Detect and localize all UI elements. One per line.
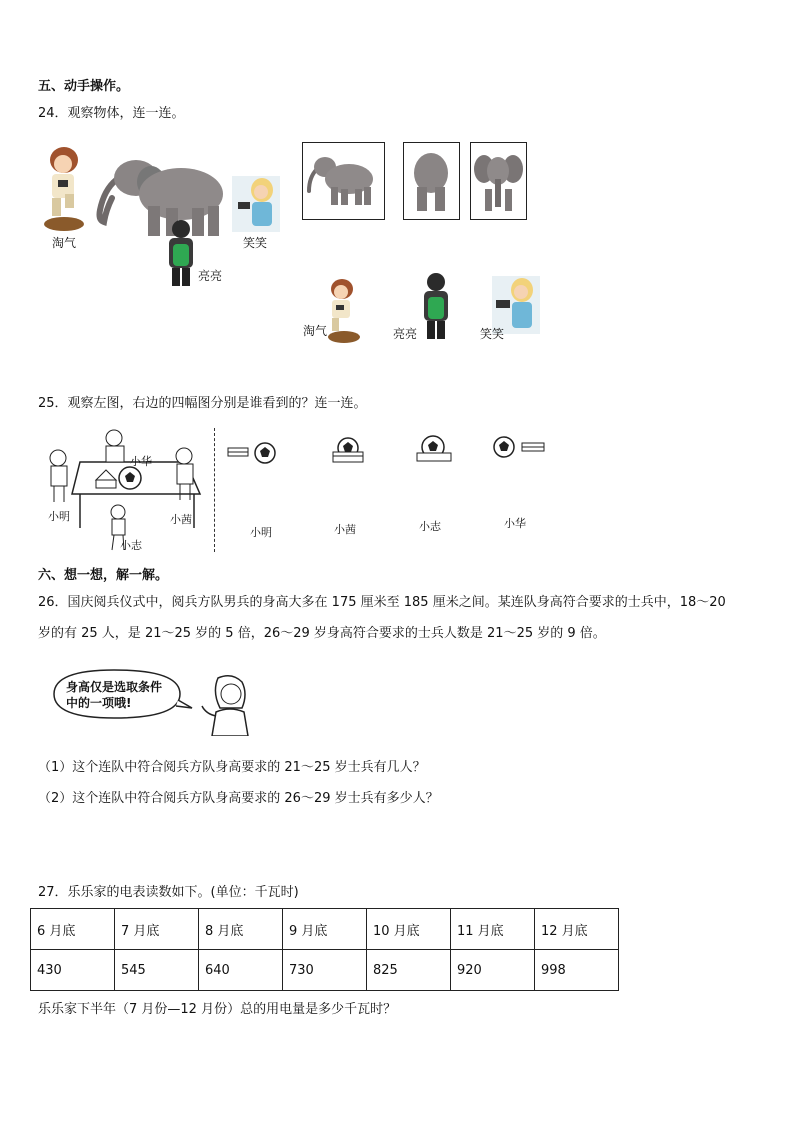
girl-xiaoxiao-illustration — [232, 176, 280, 232]
q27-question: 乐乐家下半年（7 月份—12 月份）总的用电量是多少千瓦时？ — [38, 1002, 397, 1017]
section-6-heading: 六、想一想，解一解。 — [38, 568, 169, 583]
elephant-side-view-icon — [303, 143, 384, 219]
view-ball-then-box-icon — [492, 435, 548, 461]
label-taoqi: 淘气 — [52, 236, 77, 250]
view-label-1: 小明 — [250, 526, 272, 539]
view-box-front — [470, 142, 527, 220]
q25-prompt: 25．观察左图，右边的四幅图分别是谁看到的？连一连。 — [38, 396, 367, 411]
table-header-cell: 6 月底 — [31, 909, 115, 950]
view-label-3: 小志 — [419, 520, 441, 533]
label-xiaoxiao: 笑笑 — [243, 236, 268, 250]
section-5-heading: 五、动手操作。 — [38, 79, 130, 94]
bubble-text-1: 身高仅是选取条件 — [66, 680, 163, 694]
q26-sub-1: （1）这个连队中符合阅兵方队身高要求的 21～25 岁士兵有几人？ — [38, 760, 426, 775]
view-box-back — [403, 142, 460, 220]
table-scene-illustration — [44, 428, 210, 554]
bubble-text-2: 中的一项哦! — [66, 696, 132, 710]
girl-taoqi-illustration — [38, 144, 88, 234]
view-ball-on-box-icon — [416, 435, 454, 465]
table-cell: 430 — [31, 950, 115, 991]
table-cell: 545 — [115, 950, 199, 991]
view-label-4: 小华 — [504, 517, 526, 530]
teacher-illustration — [198, 672, 256, 736]
elephant-illustration — [96, 150, 226, 238]
table-cell: 640 — [199, 950, 283, 991]
label-xiaohua: 小华 — [130, 455, 152, 468]
view-box-side — [302, 142, 385, 220]
q26-line-1: 26．国庆阅兵仪式中，阅兵方队男兵的身高大多在 175 厘米至 185 厘米之间。某连队身高符合要求的士兵中，18～20 — [38, 595, 726, 610]
table-header-row — [31, 909, 619, 950]
label-xiaoqian: 小茜 — [170, 513, 192, 526]
table-cell: 920 — [451, 950, 535, 991]
view-ball-behind-box-icon — [331, 437, 365, 465]
table-row — [31, 950, 619, 991]
boy-liangliang-small-illustration — [421, 271, 451, 341]
label-xiaozhi: 小志 — [120, 539, 142, 552]
elephant-front-view-icon — [471, 143, 526, 219]
table-header-cell: 7 月底 — [115, 909, 199, 950]
q27-prompt: 27．乐乐家的电表读数如下。(单位：千瓦时) — [38, 885, 299, 900]
table-header-cell: 8 月底 — [199, 909, 283, 950]
label-taoqi-bottom: 淘气 — [303, 324, 328, 338]
label-xiaoxiao-bottom: 笑笑 — [480, 327, 505, 341]
label-xiaoming: 小明 — [48, 510, 70, 523]
label-liangliang: 亮亮 — [198, 269, 223, 283]
table-header-cell: 10 月底 — [367, 909, 451, 950]
label-liangliang-bottom: 亮亮 — [393, 327, 418, 341]
elephant-back-view-icon — [404, 143, 459, 219]
q26-sub-2: （2）这个连队中符合阅兵方队身高要求的 26～29 岁士兵有多少人？ — [38, 791, 439, 806]
table-header-cell: 12 月底 — [535, 909, 619, 950]
table-cell: 998 — [535, 950, 619, 991]
table-header-cell: 11 月底 — [451, 909, 535, 950]
dashed-divider — [214, 428, 215, 552]
table-cell: 730 — [283, 950, 367, 991]
table-header-cell: 9 月底 — [283, 909, 367, 950]
view-box-then-ball-icon — [227, 440, 279, 466]
meter-reading-table — [30, 908, 619, 991]
q26-line-2: 岁的有 25 人，是 21～25 岁的 5 倍，26～29 岁身高符合要求的士兵人数是 21～25 岁的 9 倍。 — [38, 626, 606, 641]
view-label-2: 小茜 — [334, 523, 356, 536]
boy-liangliang-illustration — [166, 218, 196, 288]
table-cell: 825 — [367, 950, 451, 991]
q24-prompt: 24．观察物体，连一连。 — [38, 106, 185, 121]
